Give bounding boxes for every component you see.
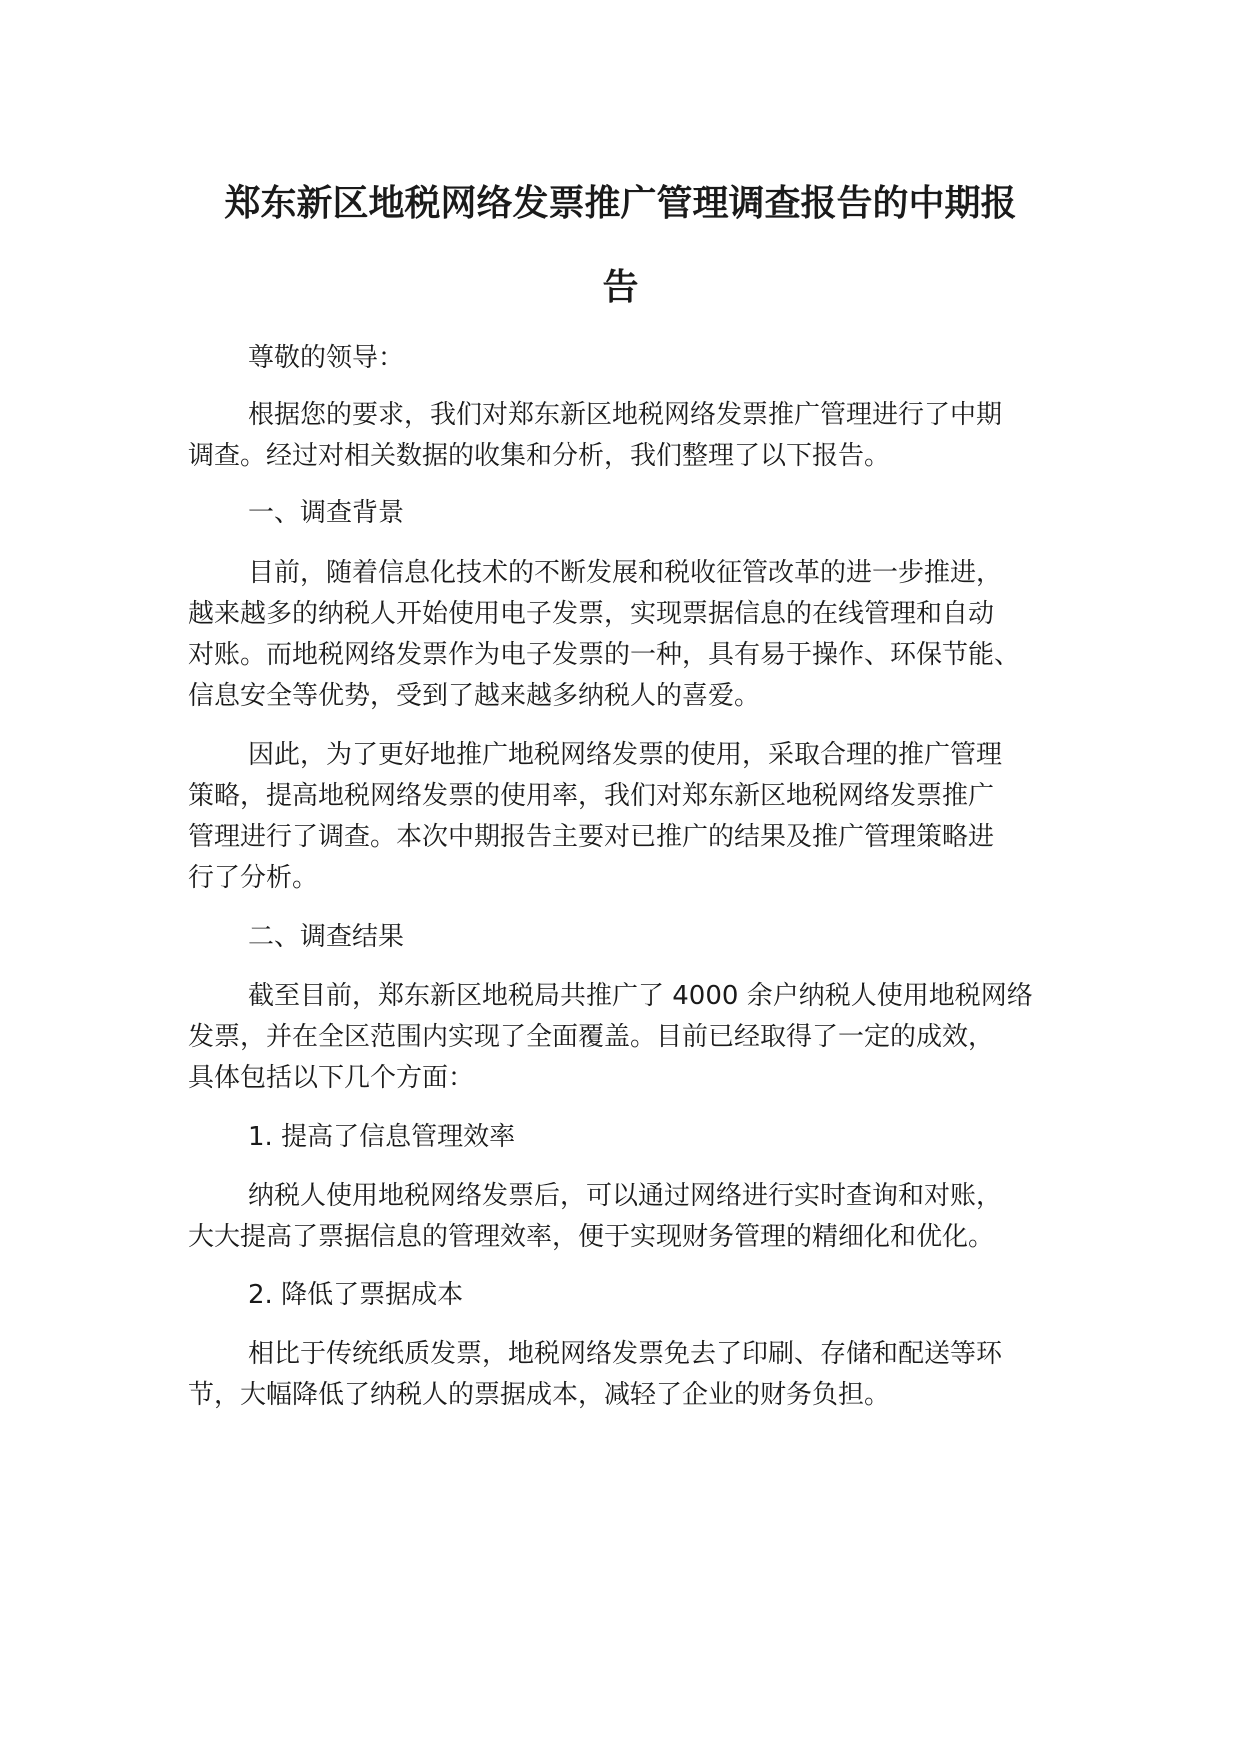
paragraph-line: 信息安全等优势，受到了越来越多纳税人的喜爱。 — [188, 681, 761, 711]
paragraph-line: 根据您的要求，我们对郑东新区地税网络发票推广管理进行了中期 — [248, 400, 1003, 430]
paragraph-line: 相比于传统纸质发票，地税网络发票免去了印刷、存储和配送等环 — [248, 1339, 1003, 1369]
paragraph-line: 截至目前，郑东新区地税局共推广了 4000 余户纳税人使用地税网络 — [248, 981, 1033, 1011]
paragraph-line: 策略，提高地税网络发票的使用率，我们对郑东新区地税网络发票推广 — [188, 781, 995, 811]
paragraph-line: 对账。而地税网络发票作为电子发票的一种，具有易于操作、环保节能、 — [188, 640, 1021, 670]
paragraph-line: 调查。经过对相关数据的收集和分析，我们整理了以下报告。 — [188, 441, 891, 471]
paragraph-line: 行了分析。 — [188, 863, 319, 893]
sub-heading: 1. 提高了信息管理效率 — [248, 1122, 516, 1152]
paragraph-line: 纳税人使用地税网络发票后，可以通过网络进行实时查询和对账， — [248, 1181, 1003, 1211]
paragraph-line: 目前，随着信息化技术的不断发展和税收征管改革的进一步推进， — [248, 558, 1003, 588]
section-heading: 二、调查结果 — [248, 922, 405, 952]
paragraph-line: 因此，为了更好地推广地税网络发票的使用，采取合理的推广管理 — [248, 740, 1003, 770]
paragraph-line: 越来越多的纳税人开始使用电子发票，实现票据信息的在线管理和自动 — [188, 599, 995, 629]
paragraph-line: 管理进行了调查。本次中期报告主要对已推广的结果及推广管理策略进 — [188, 822, 995, 852]
document-title-line-1: 郑东新区地税网络发票推广管理调查报告的中期报 — [224, 183, 1017, 224]
paragraph-line: 节，大幅降低了纳税人的票据成本，减轻了企业的财务负担。 — [188, 1380, 891, 1410]
salutation: 尊敬的领导： — [248, 343, 405, 373]
document-title-line-2: 告 — [602, 267, 639, 308]
paragraph-line: 发票，并在全区范围内实现了全面覆盖。目前已经取得了一定的成效， — [188, 1022, 995, 1052]
section-heading: 一、调查背景 — [248, 498, 405, 528]
sub-heading: 2. 降低了票据成本 — [248, 1280, 464, 1310]
paragraph-line: 具体包括以下几个方面： — [188, 1063, 475, 1093]
paragraph-line: 大大提高了票据信息的管理效率，便于实现财务管理的精细化和优化。 — [188, 1222, 995, 1252]
